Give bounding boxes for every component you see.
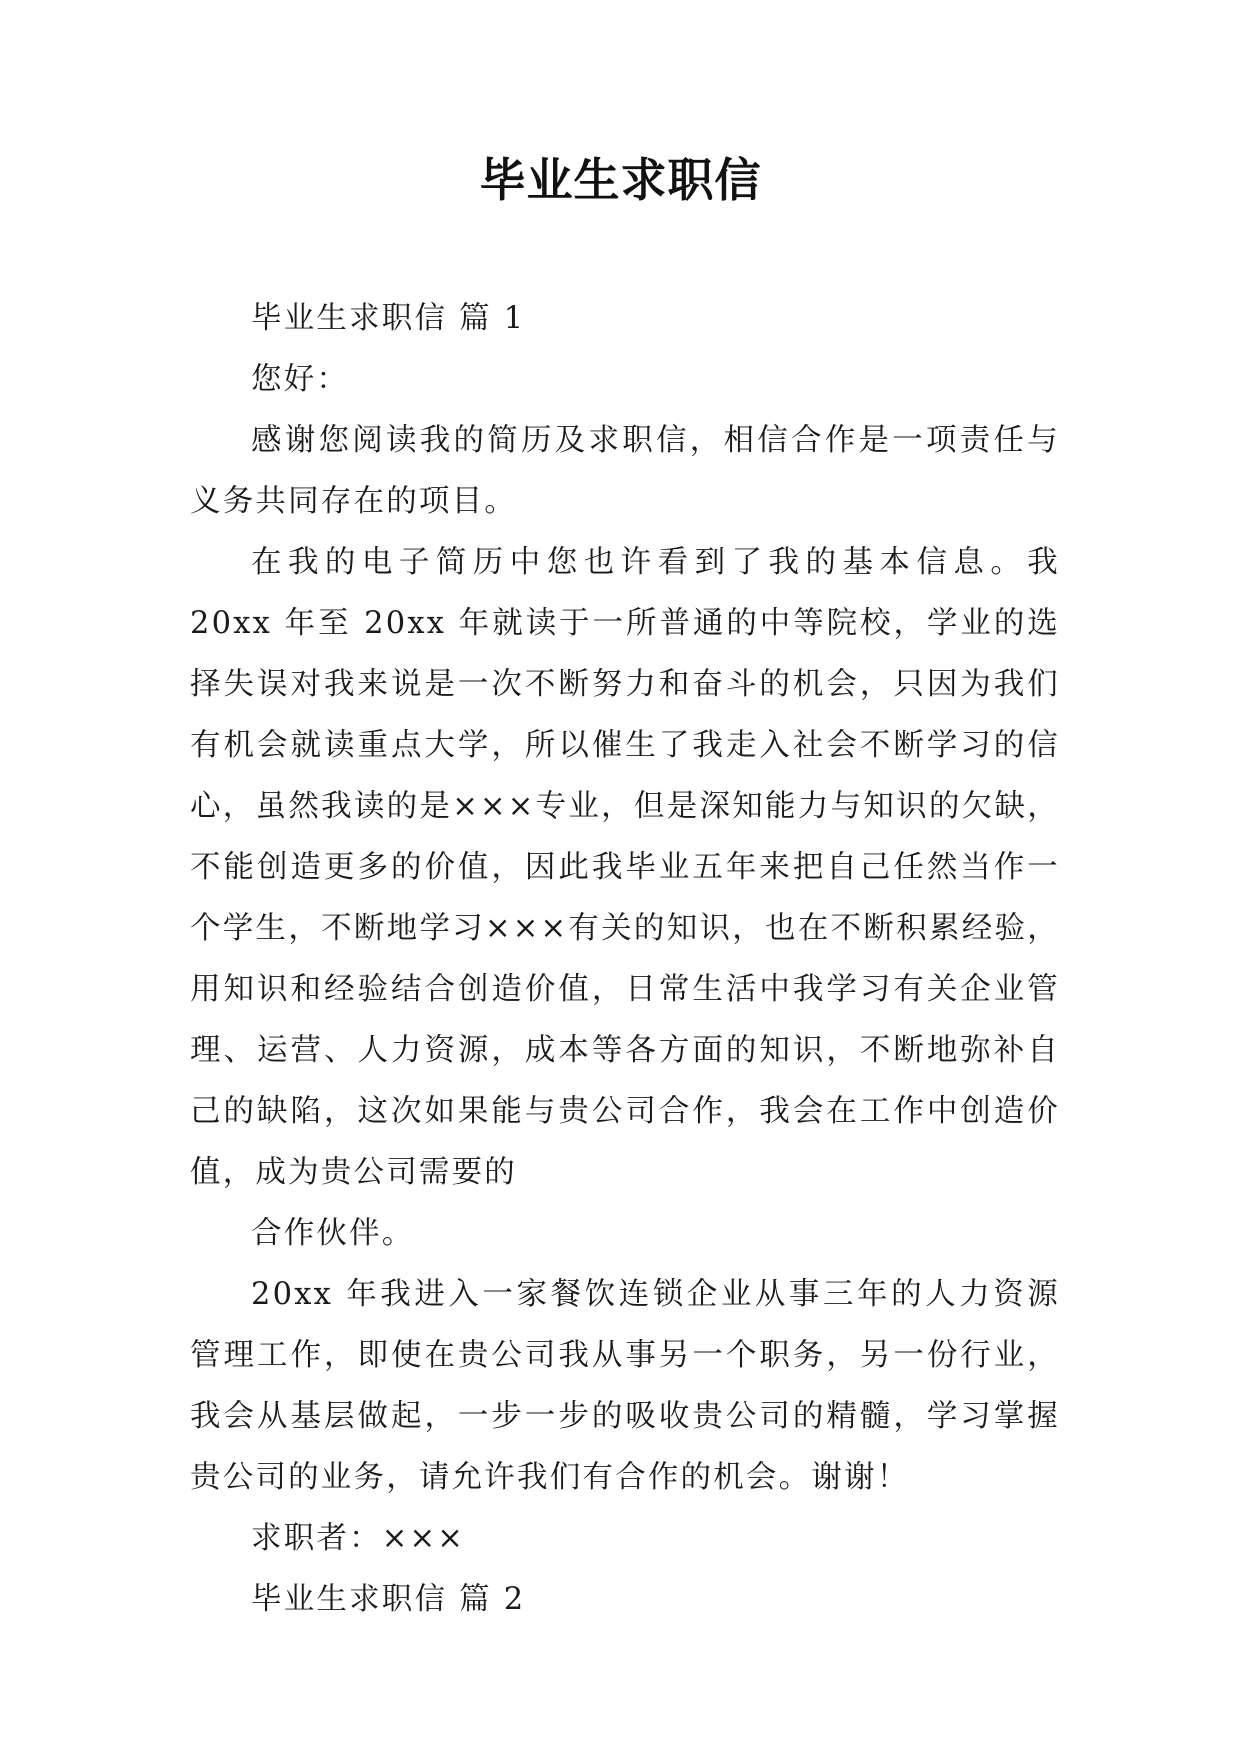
signature-line: 求职者：××× — [251, 1521, 466, 1556]
document-body — [190, 288, 1060, 1630]
salutation: 您好： — [251, 362, 350, 397]
paragraph: 合作伙伴。 — [251, 1216, 415, 1251]
paragraph: 20xx 年我进入一家餐饮连锁企业从事三年的人力资源管理工作，即使在贵公司我从事另一个职务，另一份行业，我会从基层做起，一步一步的吸收贵公司的精髓，学习掌握贵公司的业务，请允许我们有合作的机会。谢谢！ — [190, 1277, 1060, 1495]
document-title: 毕业生求职信 — [479, 153, 762, 207]
paragraph: 感谢您阅读我的简历及求职信，相信合作是一项责任与义务共同存在的项目。 — [190, 423, 1060, 519]
section-heading-2: 毕业生求职信 篇 2 — [251, 1582, 526, 1617]
section-heading-1: 毕业生求职信 篇 1 — [251, 301, 526, 336]
paragraph: 在我的电子简历中您也许看到了我的基本信息。我 20xx 年至 20xx 年就读于一所普通的中等院校，学业的选择失误对我来说是一次不断努力和奋斗的机会，只因为我们有机会就读重点大学，所以催生了我走入社会不断学习的信心，虽然我读的是×××专业，但是深知能力与知识的欠缺，不能创造更多的价值，因此我毕业五年来把自己任然当作一个学生，不断地学习×××有关的知识，也在不断积累经验，用知识和经验结合创造价值，日常生活中我学习有关企业管理、运营、人力资源，成本等各方面的知识，不断地弥补自己的缺陷，这次如果能与贵公司合作，我会在工作中创造价值，成为贵公司需要的 — [190, 545, 1060, 1190]
